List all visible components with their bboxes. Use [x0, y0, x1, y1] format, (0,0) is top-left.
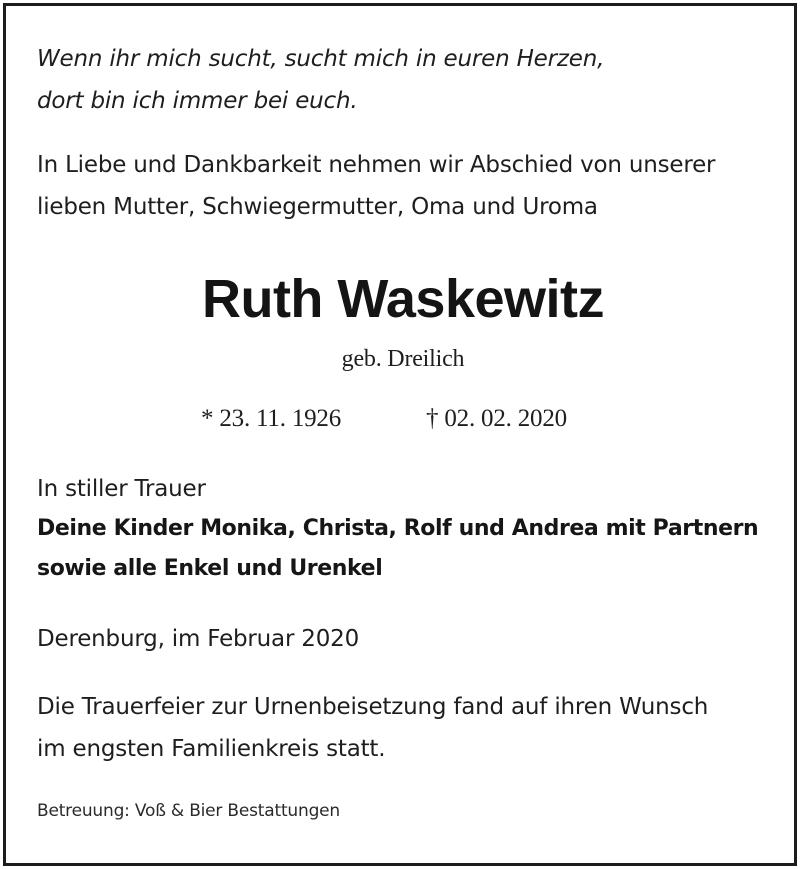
mourners-line-2: sowie alle Enkel und Urenkel [37, 556, 383, 581]
birth-date: * 23. 11. 1926 [201, 405, 342, 432]
intro-line-2: lieben Mutter, Schwiegermutter, Oma und Uroma [37, 194, 598, 220]
intro-line-1: In Liebe und Dankbarkeit nehmen wir Abschied von unserer [37, 152, 716, 178]
quote-line-1: Wenn ihr mich sucht, sucht mich in euren Herzen, [37, 46, 605, 72]
obituary-notice [3, 3, 797, 866]
ceremony-line-1: Die Trauerfeier zur Urnenbeisetzung fand auf ihren Wunsch [37, 694, 709, 720]
deceased-name: Ruth Waskewitz [201, 269, 605, 329]
quote-line-2: dort bin ich immer bei euch. [37, 88, 358, 114]
maiden-name: geb. Dreilich [341, 346, 465, 372]
mourners-intro: In stiller Trauer [37, 476, 206, 502]
mourners-line-1: Deine Kinder Monika, Christa, Rolf und Andrea mit Partnern [37, 516, 759, 541]
death-date: † 02. 02. 2020 [426, 405, 567, 432]
funeral-home: Betreuung: Voß & Bier Bestattungen [37, 801, 340, 821]
ceremony-line-2: im engsten Familienkreis statt. [37, 736, 386, 762]
place-date: Derenburg, im Februar 2020 [37, 626, 360, 652]
